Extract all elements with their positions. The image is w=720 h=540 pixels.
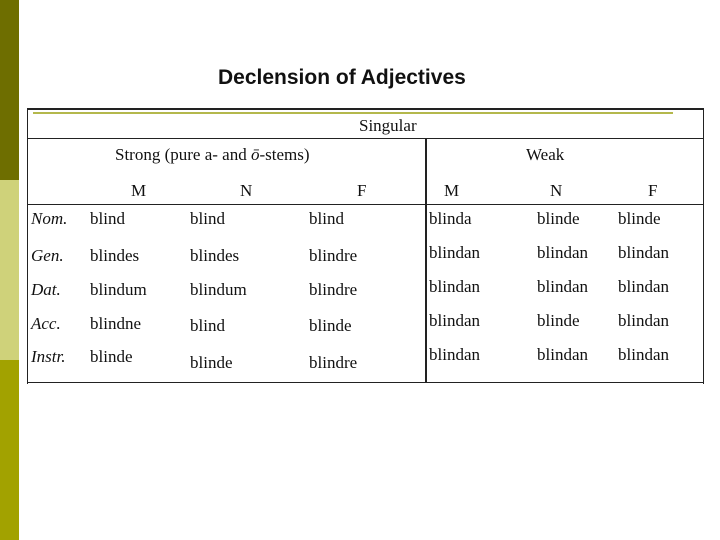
table-gender-rule <box>27 204 704 205</box>
table-cell: blindan <box>537 277 588 296</box>
table-cell: blind <box>190 209 225 228</box>
case-label-dat: Dat. <box>31 280 61 299</box>
table-cell: blindan <box>618 243 669 262</box>
case-label-acc: Acc. <box>31 314 61 333</box>
strong-heading-tail: -stems) <box>259 145 310 164</box>
strong-heading-text: Strong (pure a- and <box>115 145 251 164</box>
table-cell: blindan <box>537 243 588 262</box>
sidebar-bar-light <box>0 180 19 360</box>
table-cell: blinde <box>537 311 580 330</box>
table-singular-rule <box>27 138 704 139</box>
table-strong-weak-divider <box>425 138 427 383</box>
singular-heading: Singular <box>359 116 417 135</box>
table-cell: blindes <box>90 246 140 265</box>
table-cell: blindan <box>618 345 669 364</box>
table-left-rule <box>27 108 28 384</box>
table-cell: blindre <box>309 246 358 265</box>
strong-heading <box>115 145 310 165</box>
table-cell: blinda <box>429 209 472 228</box>
gender-strong-n: N <box>240 181 253 200</box>
gender-weak-m: M <box>444 181 460 200</box>
sidebar-bar-dark <box>0 0 19 180</box>
gender-strong-m: M <box>131 181 147 200</box>
table-cell: blind <box>190 316 225 335</box>
case-label-nom: Nom. <box>31 209 68 228</box>
gender-weak-f: F <box>648 181 658 200</box>
slide-title: Declension of Adjectives <box>218 66 466 89</box>
table-cell: blinde <box>618 209 661 228</box>
table-cell: blindre <box>309 280 358 299</box>
table-cell: blindum <box>190 280 247 299</box>
table-cell: blindan <box>429 311 480 330</box>
table-cell: blind <box>90 209 125 228</box>
table-cell: blindes <box>190 246 240 265</box>
table-cell: blindan <box>429 243 480 262</box>
table-cell: blindne <box>90 314 141 333</box>
table-bottom-rule <box>27 382 704 383</box>
case-label-gen: Gen. <box>31 246 64 265</box>
table-top-rule <box>27 108 704 110</box>
table-cell: blinde <box>190 353 233 372</box>
table-cell: blinde <box>537 209 580 228</box>
table-accent-rule <box>33 112 673 114</box>
table-cell: blindan <box>618 277 669 296</box>
declension-table <box>27 108 704 384</box>
table-cell: blinde <box>90 347 133 366</box>
table-cell: blindre <box>309 353 358 372</box>
table-cell: blindan <box>429 345 480 364</box>
weak-heading: Weak <box>526 145 565 164</box>
table-cell: blindan <box>537 345 588 364</box>
table-cell: blindan <box>429 277 480 296</box>
table-cell: blindan <box>618 311 669 330</box>
table-cell: blinde <box>309 316 352 335</box>
gender-strong-f: F <box>357 181 367 200</box>
sidebar-bar-olive <box>0 360 19 540</box>
table-cell: blind <box>309 209 344 228</box>
gender-weak-n: N <box>550 181 563 200</box>
strong-heading-stem: ō <box>250 145 260 164</box>
table-right-rule <box>703 108 704 384</box>
table-cell: blindum <box>90 280 147 299</box>
case-label-instr: Instr. <box>31 347 66 366</box>
